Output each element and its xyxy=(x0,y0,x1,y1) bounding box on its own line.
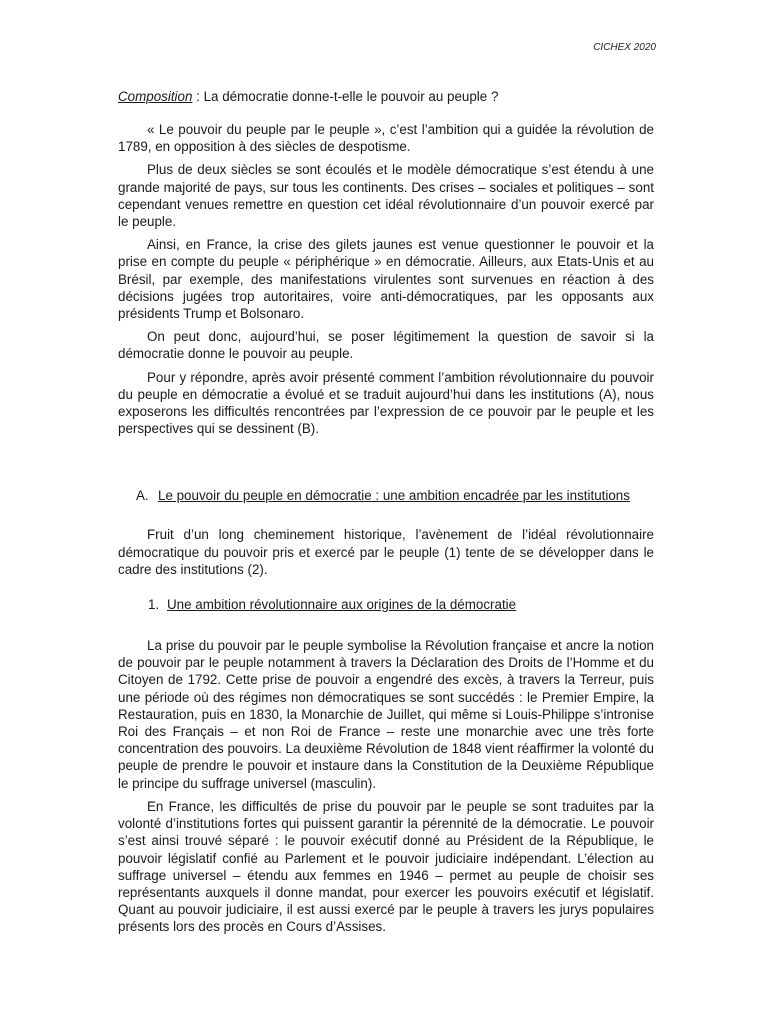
title-subject: La démocratie donne-t-elle le pouvoir au peuple ? xyxy=(203,89,499,104)
section-a-number: A. xyxy=(136,488,149,504)
intro-paragraph: Pour y répondre, après avoir présenté comment l’ambition révolutionnaire du pouvoir du peuple en démocratie a évolué et se traduit aujourd’hui dans les institutions (A), nous exposerons les difficultés rencontrées par l’expression de ce pouvoir par le peuple et les perspectives qui se dessinent (B). xyxy=(118,369,654,437)
section-a-intro: Fruit d’un long cheminement historique, l’avènement de l’idéal révolutionnaire démocratique du pouvoir pris et exercé par le peuple (1) tente de se développer dans le cadre des institutions (2). xyxy=(118,527,654,577)
section-a-heading xyxy=(136,487,654,504)
title-label: Composition xyxy=(118,89,193,104)
subsection-1-heading xyxy=(148,596,654,613)
subsection-1-paragraph: En France, les difficultés de prise du pouvoir par le peuple se sont traduites par la volonté d’institutions fortes qui puissent garantir la pérennité de la démocratie. Le pouvoir s’est ainsi trouvé séparé : le pouvoir exécutif donné au Président de la République, le pouvoir législatif confié au Parlement et le pouvoir judiciaire indépendant. L’élection au suffrage universel – étendu aux femmes en 1946 – permet au peuple de choisir ses représentants auxquels il donne mandat, pour exercer les pouvoirs exécutif et législatif. Quant au pouvoir judiciaire, il est aussi exercé par le peuple à travers les jurys populaires présents lors des procès en Cours d’Assises. xyxy=(118,798,654,935)
intro-paragraph: « Le pouvoir du peuple par le peuple », c’est l’ambition qui a guidée la révolution de 1789, en opposition à des siècles de despotisme. xyxy=(118,122,654,155)
intro-paragraph: Ainsi, en France, la crise des gilets jaunes est venue questionner le pouvoir et la prise en compte du peuple « périphérique » en démocratie. Ailleurs, aux Etats-Unis et au Brésil, par exemple, des manifestations virulentes sont survenues en réaction à des décisions jugées trop autoritaires, voire anti-démocratiques, par les opposants aux présidents Trump et Bolsonaro. xyxy=(118,237,654,322)
subsection-1-title: Une ambition révolutionnaire aux origines de la démocratie xyxy=(167,597,517,613)
title-separator: : xyxy=(192,89,204,104)
document-header-tag: CICHEX 2020 xyxy=(593,42,656,53)
intro-paragraph: Plus de deux siècles se sont écoulés et le modèle démocratique s’est étendu à une grande majorité de pays, sur tous les continents. Des crises – sociales et politiques – sont cependant venues remettre en question cet idéal révolutionnaire d’un pouvoir exercé par le peuple. xyxy=(118,162,654,230)
document-title xyxy=(118,88,654,105)
subsection-1-paragraph: La prise du pouvoir par le peuple symbolise la Révolution française et ancre la notion de pouvoir par le peuple notamment à travers la Déclaration des Droits de l’Homme et du Citoyen de 1792. Cette prise de pouvoir a engendré des excès, à travers la Terreur, puis une période où des régimes non démocratiques se sont succédés : le Premier Empire, la Restauration, puis en 1830, la Monarchie de Juillet, qui même si Louis-Philippe s’intronise Roi des Français – et non Roi de France – reste une monarchie avec une très forte concentration des pouvoirs. La deuxième Révolution de 1848 vient réaffirmer la volonté du peuple de prendre le pouvoir et instaure dans la Constitution de la Deuxième République le principe du suffrage universel (masculin). xyxy=(118,638,654,791)
subsection-1-number: 1. xyxy=(148,597,160,613)
intro-paragraph: On peut donc, aujourd’hui, se poser légitimement la question de savoir si la démocratie donne le pouvoir au peuple. xyxy=(118,329,654,362)
section-a-title: Le pouvoir du peuple en démocratie : une ambition encadrée par les institutions xyxy=(158,488,630,504)
document-page xyxy=(118,88,654,942)
